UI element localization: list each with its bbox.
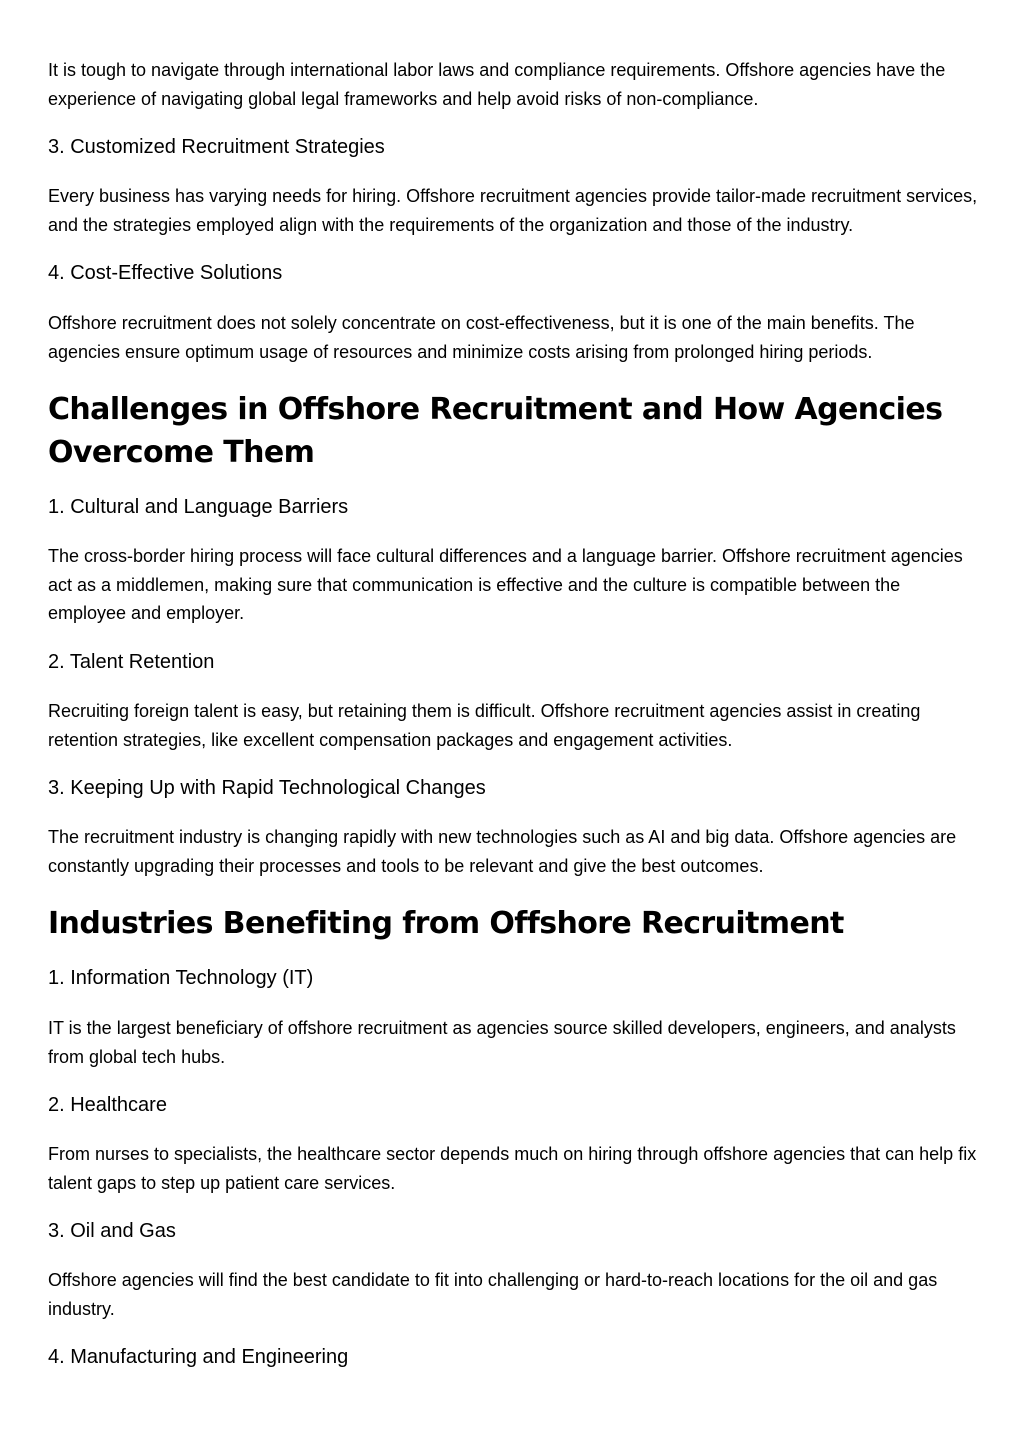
it-paragraph: IT is the largest beneficiary of offshore recruitment as agencies source skilled developers, engineers, and analysts from global tech hubs.: [48, 1018, 956, 1067]
section-title-cost-effective: 4. Cost-Effective Solutions: [48, 262, 283, 284]
section-title-oil-gas: 3. Oil and Gas: [48, 1220, 176, 1242]
healthcare-paragraph: From nurses to specialists, the healthcare sector depends much on hiring through offshore agencies that can help fix talent gaps to step up patient care services.: [48, 1144, 977, 1193]
section-title-talent-retention: 2. Talent Retention: [48, 651, 215, 673]
section-title-healthcare: 2. Healthcare: [48, 1094, 167, 1116]
talent-retention-paragraph: Recruiting foreign talent is easy, but retaining them is difficult. Offshore recruitment agencies assist in creating retention strategies, like excellent compensation packages and engagement activities.: [48, 701, 921, 750]
section-title-it: 1. Information Technology (IT): [48, 967, 314, 989]
tech-changes-paragraph: The recruitment industry is changing rapidly with new technologies such as AI and big data. Offshore agencies are constantly upgrading their processes and tools to be relevant and give the best outcomes.: [48, 827, 957, 876]
section-title-manufacturing: 4. Manufacturing and Engineering: [48, 1346, 349, 1368]
section-title-cultural-barriers: 1. Cultural and Language Barriers: [48, 496, 349, 518]
industries-heading: Industries Benefiting from Offshore Recruitment: [48, 906, 844, 941]
oil-gas-paragraph: Offshore agencies will find the best candidate to fit into challenging or hard-to-reach locations for the oil and gas industry.: [48, 1270, 938, 1319]
cost-effective-paragraph: Offshore recruitment does not solely concentrate on cost-effectiveness, but it is one of the main benefits. The agencies ensure optimum usage of resources and minimize costs arising from prolonged hiring periods.: [48, 313, 915, 362]
compliance-paragraph: It is tough to navigate through international labor laws and compliance requirements. Offshore agencies have the experience of navigating global legal frameworks and help avoid risks of non-compliance.: [48, 60, 946, 109]
challenges-heading: Challenges in Offshore Recruitment and How Agencies Overcome Them: [48, 392, 943, 470]
section-title-tech-changes: 3. Keeping Up with Rapid Technological Changes: [48, 777, 486, 799]
section-title-customized-strategies: 3. Customized Recruitment Strategies: [48, 136, 385, 158]
customized-strategies-paragraph: Every business has varying needs for hiring. Offshore recruitment agencies provide tailor-made recruitment services, and the strategies employed align with the requirements of the organization and those of the industry.: [48, 186, 978, 235]
cultural-barriers-paragraph: The cross-border hiring process will face cultural differences and a language barrier. Offshore recruitment agencies act as a middlemen, making sure that communication is effective and the culture is compatible between the employee and employer.: [48, 546, 963, 623]
